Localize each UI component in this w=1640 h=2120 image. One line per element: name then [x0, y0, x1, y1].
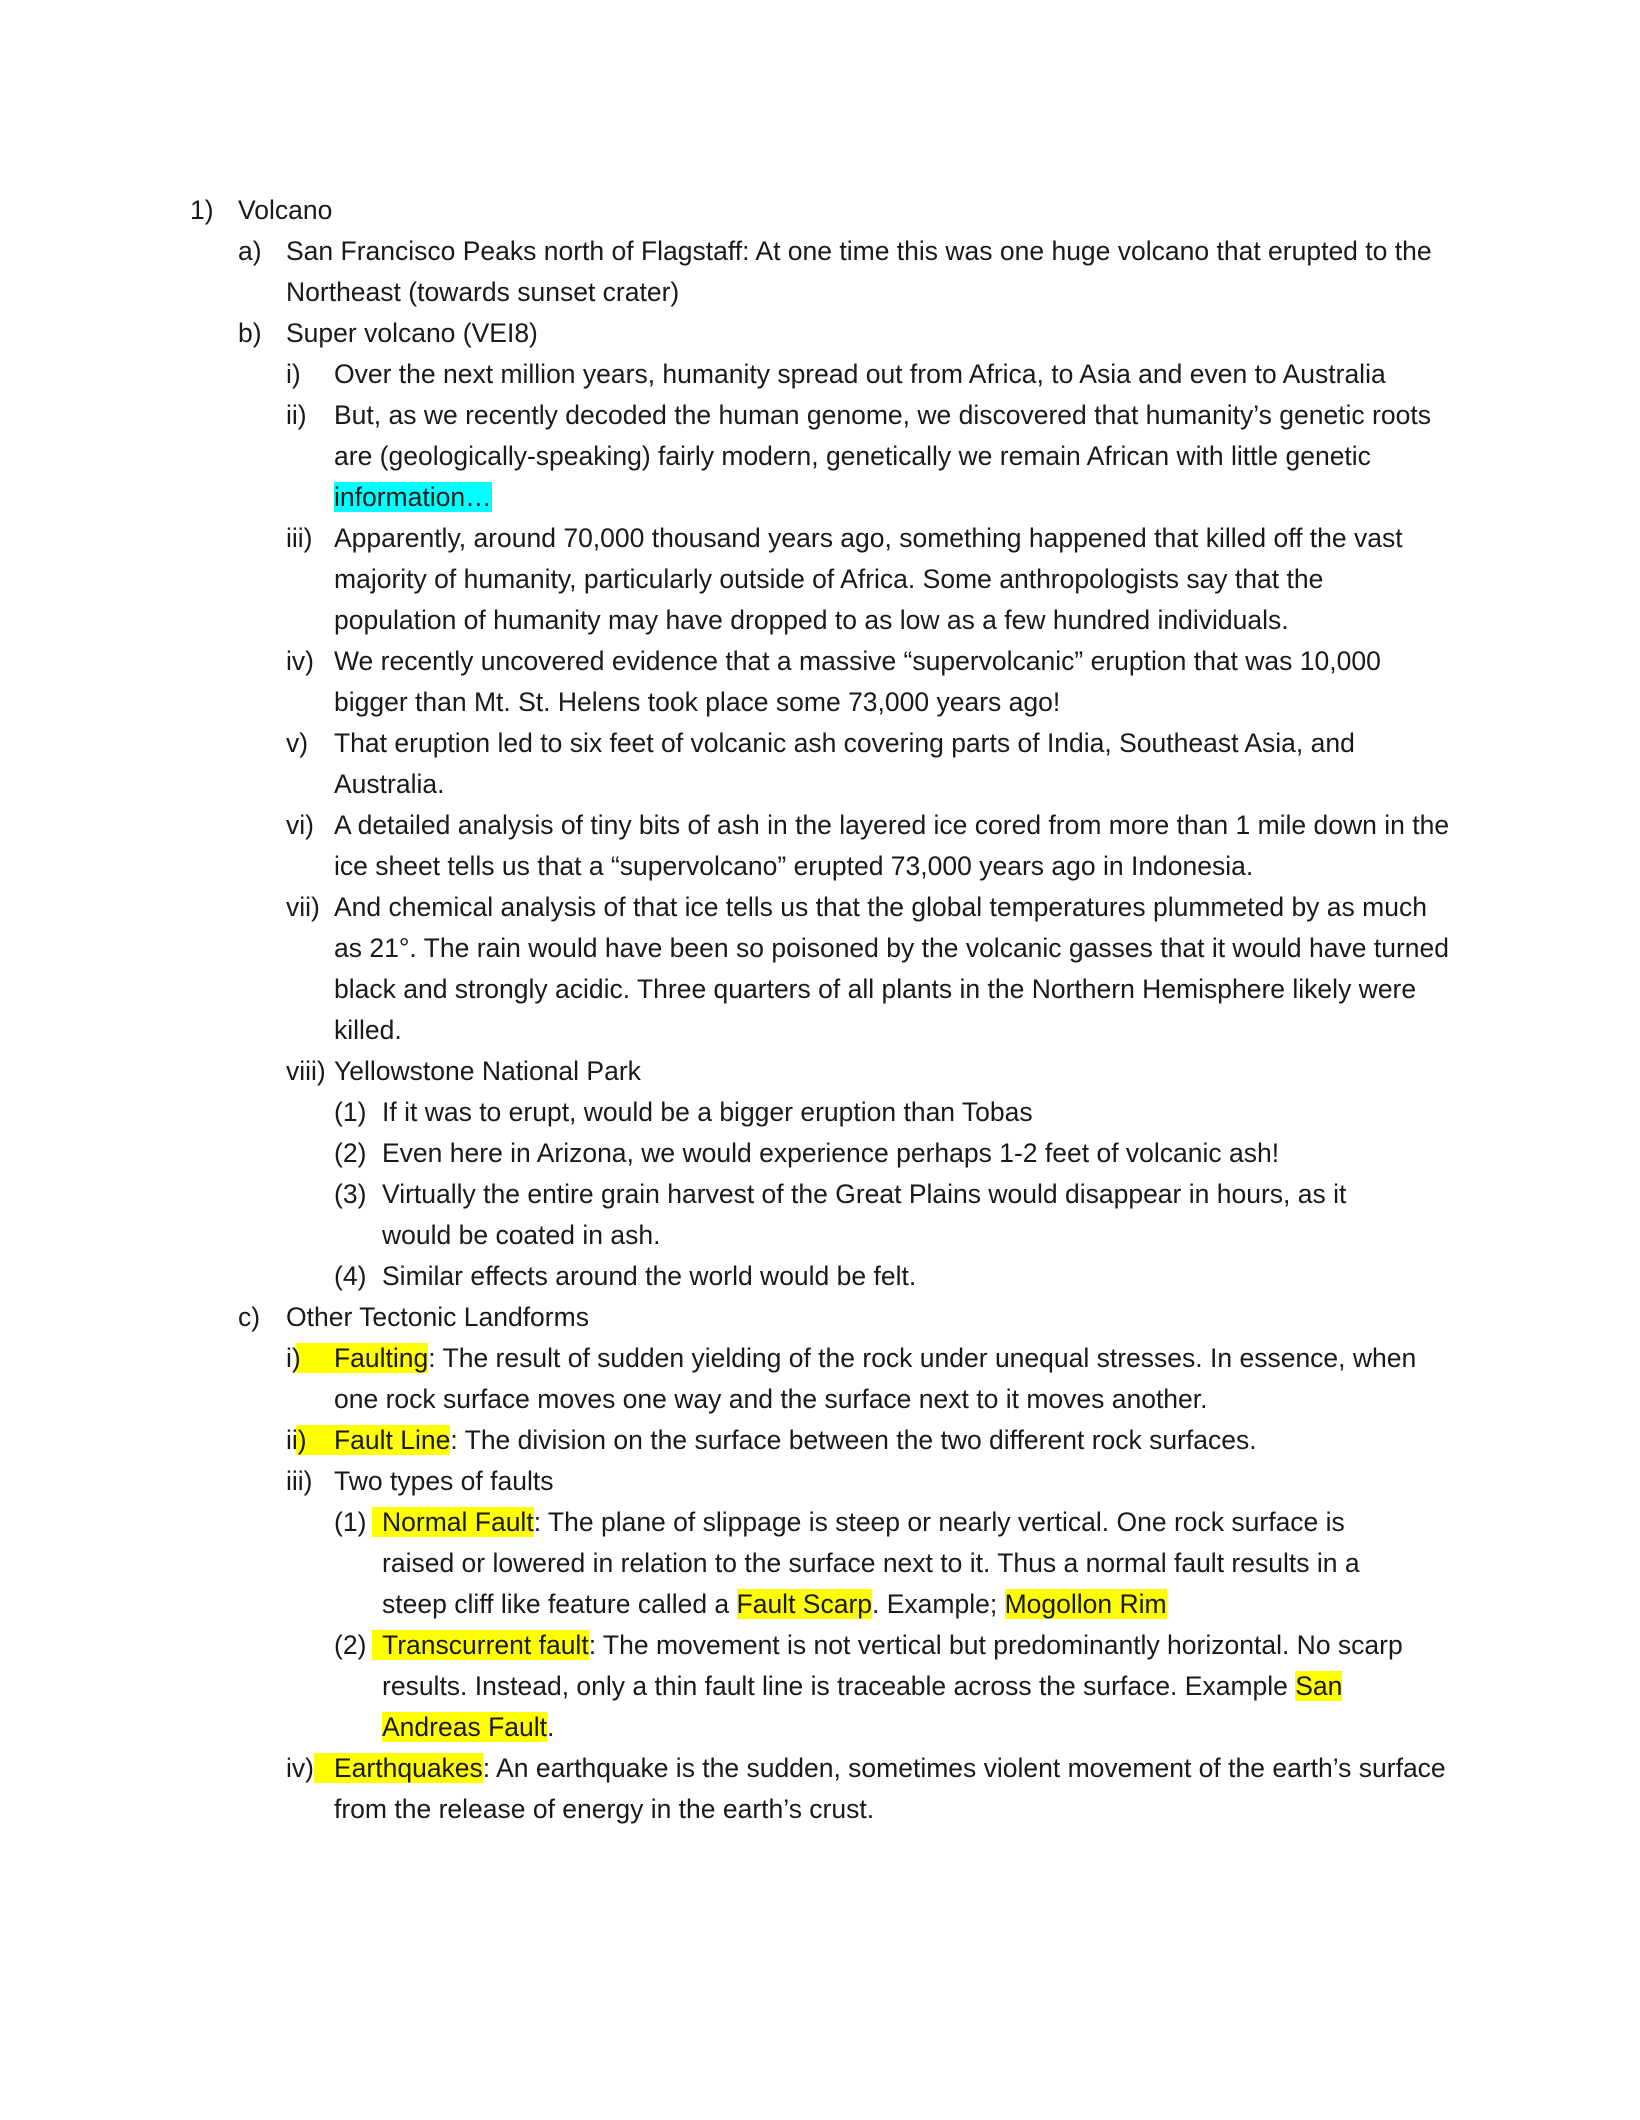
- highlighted-term: [296, 1343, 428, 1373]
- list-item-text: Volcano: [238, 195, 333, 225]
- list-item-text: [334, 1420, 1450, 1461]
- item-1b-viii-2: [0, 1133, 1640, 1174]
- list-item-text: Virtually the entire grain harvest of the Great Plains would disappear in hours, as it would be coated in ash.: [382, 1179, 1347, 1250]
- list-item-text: [334, 395, 1450, 518]
- item-1b-iii: [0, 518, 1640, 641]
- item-1c-ii-fault-line: [0, 1420, 1640, 1461]
- item-1c-other-tectonic-landforms: [0, 1297, 1640, 1338]
- list-item-text: Over the next million years, humanity spread out from Africa, to Asia and even to Australia: [334, 359, 1386, 389]
- highlighted-term: [314, 1753, 483, 1783]
- term-text: Faulting: [334, 1343, 429, 1373]
- item-1b-vii: [0, 887, 1640, 1051]
- item-1c-iv-earthquakes: [0, 1748, 1640, 1830]
- list-item-text: Even here in Arizona, we would experience perhaps 1-2 feet of volcanic ash!: [382, 1138, 1280, 1168]
- list-item-text: [334, 1748, 1450, 1830]
- item-1c-iii-2-transcurrent-fault: [0, 1625, 1640, 1748]
- list-marker: (4): [334, 1261, 367, 1291]
- list-marker: (1): [334, 1507, 367, 1537]
- item-text: : The plane of slippage is steep or nearly vertical. One rock surface is raised or lowered in relation to the surface next to it. Thus a normal fault results in a steep cliff like feature called a: [382, 1507, 1360, 1619]
- list-marker: b): [238, 318, 262, 348]
- list-marker: (3): [334, 1179, 367, 1209]
- item-text: . Example;: [872, 1589, 1005, 1619]
- item-1b-viii-3: [0, 1174, 1640, 1256]
- item-1b-viii-1: [0, 1092, 1640, 1133]
- list-item-text: If it was to erupt, would be a bigger eruption than Tobas: [382, 1097, 1033, 1127]
- list-marker: vii): [286, 892, 320, 922]
- item-1b-iv: [0, 641, 1640, 723]
- marker-text: ii): [286, 1425, 307, 1455]
- list-marker: (2): [334, 1138, 367, 1168]
- list-marker: ii): [286, 400, 307, 430]
- item-text: : The division on the surface between the two different rock surfaces.: [450, 1425, 1257, 1455]
- term-text: Transcurrent fault: [382, 1630, 589, 1660]
- highlighted-term: [372, 1630, 589, 1660]
- item-text: : An earthquake is the sudden, sometimes violent movement of the earth’s surface from the release of energy in the earth’s crust.: [334, 1753, 1446, 1824]
- item-1b-i: [0, 354, 1640, 395]
- highlighted-term: San Andreas Fault: [382, 1671, 1343, 1742]
- item-1c-iii-two-types-of-faults: [0, 1461, 1640, 1502]
- list-marker: [286, 1338, 301, 1379]
- list-marker: iii): [286, 523, 313, 553]
- term-text: Normal Fault: [382, 1507, 534, 1537]
- list-marker: (2): [334, 1630, 367, 1660]
- list-item-text: Apparently, around 70,000 thousand years ago, something happened that killed off the vast majority of humanity, particularly outside of Africa. Some anthropologists say that the population of humanity may have dropped to as low as a few hundred individuals.: [334, 523, 1403, 635]
- item-1a-san-francisco-peaks: [0, 231, 1640, 313]
- list-item-text: Yellowstone National Park: [334, 1056, 641, 1086]
- item-text: But, as we recently decoded the human genome, we discovered that humanity’s genetic roots are (geologically-speaking) fairly modern, genetically we remain African with little genetic: [334, 400, 1431, 471]
- list-item-text: And chemical analysis of that ice tells us that the global temperatures plummeted by as much as 21°. The rain would have been so poisoned by the volcanic gasses that it would have turned black and strongly acidic. Three quarters of all plants in the Northern Hemisphere likely were killed.: [334, 892, 1449, 1045]
- highlighted-term: [296, 1425, 450, 1455]
- document-page: [0, 190, 1640, 1830]
- list-marker: 1): [190, 195, 214, 225]
- list-marker: iv): [286, 646, 314, 676]
- list-marker: v): [286, 728, 309, 758]
- highlighted-term: [372, 1507, 534, 1537]
- list-marker: (1): [334, 1097, 367, 1127]
- item-text: : The result of sudden yielding of the rock under unequal stresses. In essence, when one rock surface moves one way and the surface next to it moves another.: [334, 1343, 1417, 1414]
- marker-text: iv): [286, 1753, 314, 1783]
- list-item-text: Other Tectonic Landforms: [286, 1302, 589, 1332]
- list-item-text: We recently uncovered evidence that a massive “supervolcanic” eruption that was 10,000 bigger than Mt. St. Helens took place some 73,000 years ago!: [334, 646, 1381, 717]
- list-item-text: Super volcano (VEI8): [286, 318, 538, 348]
- marker-text: i): [286, 1343, 301, 1373]
- item-1b-super-volcano: [0, 313, 1640, 354]
- list-item-text: A detailed analysis of tiny bits of ash in the layered ice cored from more than 1 mile down in the ice sheet tells us that a “supervolcano” erupted 73,000 years ago in Indonesia.: [334, 810, 1450, 881]
- item-1b-vi: [0, 805, 1640, 887]
- term-text: Fault Line: [334, 1425, 451, 1455]
- list-item-text: That eruption led to six feet of volcanic ash covering parts of India, Southeast Asia, and Australia.: [334, 728, 1355, 799]
- list-item-text: San Francisco Peaks north of Flagstaff: At one time this was one huge volcano that erupted to the Northeast (towards sunset crater): [286, 236, 1432, 307]
- list-item-text: [382, 1625, 1422, 1748]
- list-marker: [286, 1420, 307, 1461]
- item-1c-iii-1-normal-fault: [0, 1502, 1640, 1625]
- list-marker: viii): [286, 1056, 326, 1086]
- list-marker: i): [286, 359, 301, 389]
- list-item-text: [334, 1338, 1450, 1420]
- item-1c-i-faulting: [0, 1338, 1640, 1420]
- list-item-text: [382, 1502, 1422, 1625]
- highlighted-term: Mogollon Rim: [1004, 1589, 1167, 1619]
- item-1b-viii-4: [0, 1256, 1640, 1297]
- highlighted-term: Fault Scarp: [736, 1589, 873, 1619]
- list-marker: [286, 1748, 314, 1789]
- list-item-text: Two types of faults: [334, 1466, 554, 1496]
- item-text: .: [546, 1712, 555, 1742]
- item-1b-ii: [0, 395, 1640, 518]
- term-text: Earthquakes: [334, 1753, 483, 1783]
- item-1b-viii-yellowstone: [0, 1051, 1640, 1092]
- item-text: : The movement is not vertical but predominantly horizontal. No scarp results. Instead, only a thin fault line is traceable across the surface. Example: [382, 1630, 1403, 1701]
- item-1b-v: [0, 723, 1640, 805]
- list-marker: iii): [286, 1466, 313, 1496]
- list-marker: c): [238, 1302, 261, 1332]
- item-1-volcano: [0, 190, 1640, 231]
- highlighted-term: information…: [334, 482, 492, 512]
- list-marker: a): [238, 236, 262, 266]
- list-marker: vi): [286, 810, 314, 840]
- list-item-text: Similar effects around the world would be felt.: [382, 1261, 917, 1291]
